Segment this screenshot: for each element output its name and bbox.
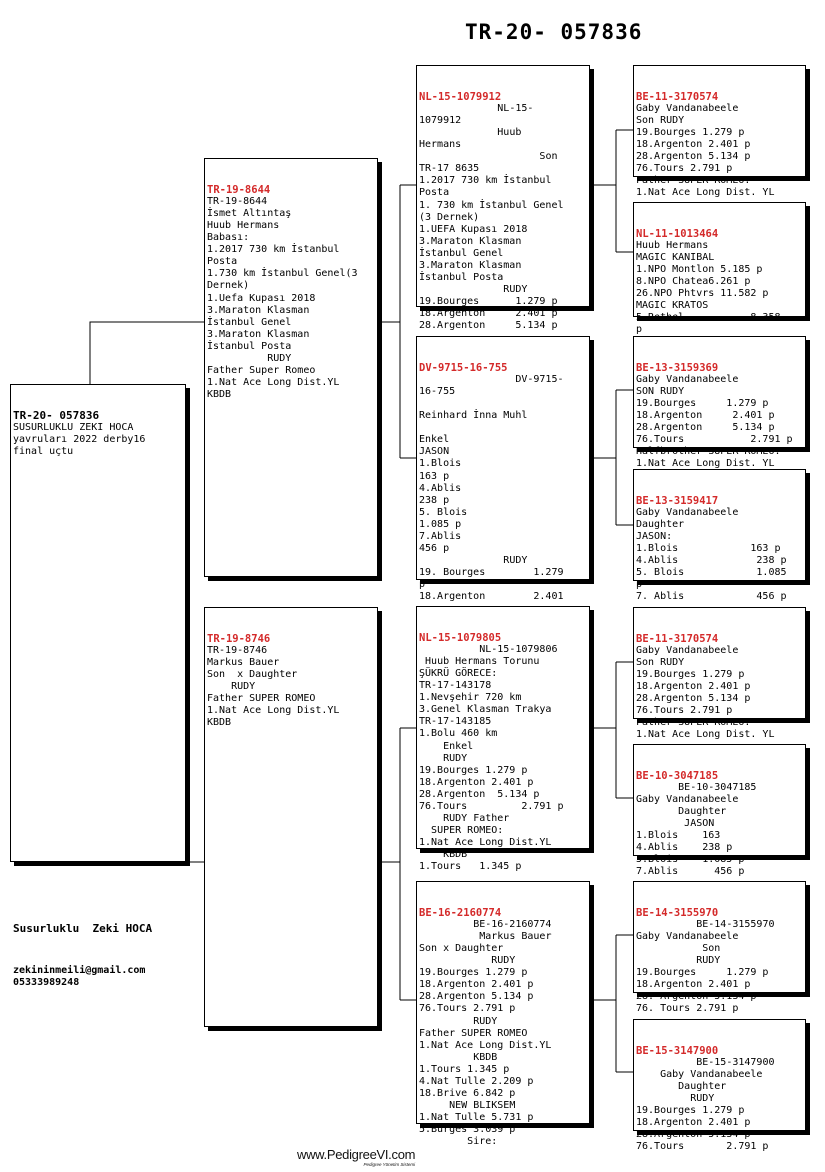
pigeon-details: BE-15-3147900 Gaby Vandanabeele Daughter RUDY 19.Bourges 1.279 p 18.Argenton 2.401 p 28.Argenton 5.134 p 76.Tours 2.791 p (636, 1057, 775, 1153)
ring-number: BE-13-3159417 (636, 495, 719, 508)
owner-phone: 05333989248 (13, 977, 80, 988)
ring-number: NL-11-1013464 (636, 228, 719, 241)
ring-number: DV-9715-16-755 (419, 362, 508, 375)
pigeon-box-dam-sire-sire[interactable] (633, 607, 806, 741)
pigeon-box-dam-dam-dam[interactable] (633, 1019, 806, 1153)
pigeon-details: DV-9715- 16-755 Reinhard İnna Muhl Enkel JASON 1.Blois 163 p 4.Ablis 238 p 5. Blois 1.085 p 7.Ablis 456 p RUDY 19. Bourges 1.279 p 18.Argenton 2.401 (419, 374, 564, 602)
owner-name: Susurluklu Zeki HOCA (13, 922, 153, 935)
owner-contact (13, 965, 145, 989)
pigeon-details: BE-10-3047185 Gaby Vandanabeele Daughter JASON 1.Blois 163 4.Ablis 238 p 5.Blois 1.085 p 7.Ablis 456 p (636, 782, 757, 878)
pedigree-logo (297, 1146, 415, 1167)
pigeon-box-sire-sire-dam[interactable] (633, 202, 806, 336)
ring-number: BE-13-3159369 (636, 362, 719, 375)
ring-number: BE-14-3155970 (636, 907, 719, 920)
pigeon-box-dam-sire-dam[interactable] (633, 744, 806, 878)
pigeon-box-dam-sire[interactable] (416, 606, 590, 872)
ring-number: TR-19-8746 (207, 633, 271, 646)
owner-email: zekininmeili@gmail.com (13, 965, 146, 976)
pigeon-details: SUSURLUKLU ZEKI HOCA yavruları 2022 derby16 final uçtu (13, 422, 146, 458)
pigeon-details: BE-16-2160774 Markus Bauer Son x Daughter RUDY 19.Bourges 1.279 p 18.Argenton 2.401 p 28.Argenton 5.134 p 76.Tours 2.791 p RUDY Father SUPER ROMEO 1.Nat Ace Long Dist.YL KBDB 1.Tours 1.345 p 4.Nat Tulle 2.209 p 18.Brive 6.842 p NEW BLIKSEM 1.Nat Tulle 5.731 p 5.Burges 3.039 p Sire: (419, 919, 552, 1147)
pigeon-details: Gaby Vandanabeele SON RUDY 19.Bourges 1.279 p 18.Argenton 2.401 p 28.Argenton 5.134 p 76.Tours 2.791 p Halfbrother SUPER ROMEO: 1.Nat Ace Long Dist. YL (636, 374, 793, 470)
ring-number: TR-19-8644 (207, 184, 271, 197)
pigeon-box-sire-dam-sire[interactable] (633, 336, 806, 470)
logo-text: www.PedigreeVI.com (297, 1147, 416, 1162)
pigeon-details: Gaby Vandanabeele Son RUDY 19.Bourges 1.279 p 18.Argenton 2.401 p 28.Argenton 5.134 p 76.Tours 2.791 p Father SUPER ROMEO: 1.Nat Ace Long Dist. YL (636, 103, 775, 199)
pigeon-details: NL-15- 1079912 Huub Hermans Son TR-17 8635 1.2017 730 km İstanbul Posta 1. 730 km İstanbul Genel (3 Dernek) 1.UEFA Kupası 2018 3.Maraton Klasman İstanbul Genel 3.Maraton Klasman İstanbul Posta RUDY 19.Bourges 1.279 p 18.Argenton 2.401 p 28.Argenton 5.134 p (419, 103, 564, 331)
ring-number: BE-11-3170574 (636, 91, 719, 104)
pigeon-details: Gaby Vandanabeele Daughter JASON: 1.Blois 163 p 4.Ablis 238 p 5. Blois 1.085 p 7. Ablis 456 p (636, 507, 787, 603)
pigeon-box-sire[interactable] (204, 158, 378, 577)
pigeon-details: TR-19-8644 İsmet Altıntaş Huub Hermans Babası: 1.2017 730 km İstanbul Posta 1.730 km İstanbul Genel(3 Dernek) 1.Uefa Kupası 2018 3.Maraton Klasman İstanbul Genel 3.Maraton Klasman İstanbul Posta RUDY Father Super Romeo 1.Nat Ace Long Dist.YL KBDB (207, 196, 358, 400)
pigeon-box-sire-dam-dam[interactable] (633, 469, 806, 603)
pigeon-details: NL-15-1079806 Huub Hermans Torunu ŞÜKRÜ GÖRECE: TR-17-143178 1.Nevşehir 720 km 3.Genel Klasman Trakya TR-17-143185 1.Bolu 460 km Enkel RUDY 19.Bourges 1.279 p 18.Argenton 2.401 p 28.Argenton 5.134 p 76.Tours 2.791 p RUDY Father SUPER ROMEO: 1.Nat Ace Long Dist.YL KBDB 1.Tours 1.345 p (419, 644, 564, 872)
pigeon-details: Huub Hermans MAGIC KANIBAL 1.NPO Montlon 5.185 p 8.NPO Chatea6.261 p 26.NPO Phtvrs 11.582 p MAGIC KRATOS 5.Rethel 8.358 p (636, 240, 781, 336)
pigeon-details: BE-14-3155970 Gaby Vandanabeele Son RUDY 19.Bourges 1.279 p 18.Argenton 2.401 p 28. Argenton 5.134 p 76. Tours 2.791 p (636, 919, 775, 1015)
pigeon-box-dam-dam[interactable] (416, 881, 590, 1147)
pigeon-box-sire-sire-sire[interactable] (633, 65, 806, 199)
ring-number: BE-16-2160774 (419, 907, 502, 920)
logo-tagline: Pedigree Yönetim Sistemi (363, 1162, 416, 1167)
pigeon-box-root[interactable] (10, 384, 186, 862)
ring-number: BE-15-3147900 (636, 1045, 719, 1058)
ring-number: BE-11-3170574 (636, 633, 719, 646)
pigeon-details: Gaby Vandanabeele Son RUDY 19.Bourges 1.279 p 18.Argenton 2.401 p 28.Argenton 5.134 p 76.Tours 2.791 p Father SUPER ROMEO: 1.Nat Ace Long Dist. YL (636, 645, 775, 741)
pigeon-box-dam[interactable] (204, 607, 378, 1027)
pigeon-box-dam-dam-sire[interactable] (633, 881, 806, 1015)
ring-number: TR-20- 057836 (13, 409, 100, 423)
pedigree-title: TR-20- 057836 (465, 20, 643, 44)
pigeon-details: TR-19-8746 Markus Bauer Son x Daughter RUDY Father SUPER ROMEO 1.Nat Ace Long Dist.YL KBDB (207, 645, 340, 729)
pigeon-box-sire-dam[interactable] (416, 336, 590, 602)
ring-number: BE-10-3047185 (636, 770, 719, 783)
ring-number: NL-15-1079805 (419, 632, 502, 645)
ring-number: NL-15-1079912 (419, 91, 502, 104)
pigeon-box-sire-sire[interactable] (416, 65, 590, 331)
